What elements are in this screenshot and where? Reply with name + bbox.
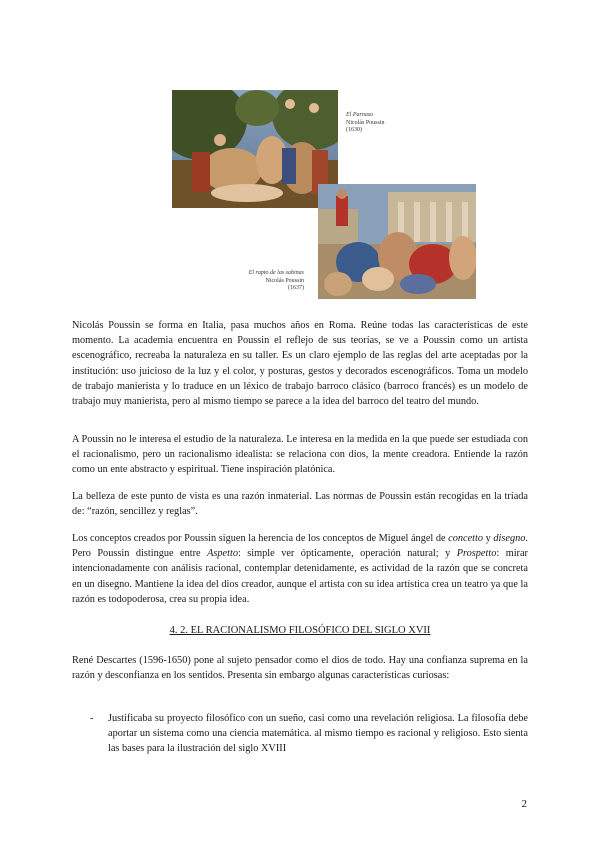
caption-parnaso-author: Nicolás Poussin [346, 119, 385, 126]
caption-parnaso [346, 112, 385, 135]
painting-parnaso [172, 90, 338, 208]
list-bullet: - [90, 713, 94, 724]
paragraph-text: Nicolás Poussin se forma en Italia, pasa muchos años en Roma. Reúne todas las características de este momento. La academia encuentra en Poussin el reflejo de sus teorías, se ve a Poussin como un artista escenográfico, recreaba la naturaleza en su taller. Es un claro ejemplo de las reglas del arte aceptadas por la institución: uso juicioso de la luz y el color, y posturas, gestos y decorados escenográficos. Toma un modelo de trabajo manierista y lo traduce en un léxico de trabajo barroco clásico (barroco francés) es un modelo de trabajo muy manierista, pero al mismo tiempo se parece a la idea del barroco del teatro del mundo. [72, 320, 528, 408]
text-run: y [483, 533, 494, 544]
list-item: Justificaba su proyecto filosófico con un sueño, casi como una revelación religiosa. La filosofía debe aportar un sistema como una ciencia matemática. al mismo tiempo es racional y religioso. Esto sienta las bases para la ilustración del siglo XVIII [108, 713, 528, 755]
text-run: Los conceptos creados por Poussin siguen la herencia de los conceptos de Miguel ángel de [72, 533, 449, 544]
caption-parnaso-title: El Parnaso [346, 112, 374, 118]
parnaso-artwork [172, 90, 338, 208]
term-disegno: disegno [493, 533, 526, 544]
text-run: : simple ver ópticamente, operación natural; y [237, 548, 457, 560]
caption-rapto-sabinas [242, 270, 304, 293]
paragraph-text: René Descartes (1596-1650) pone al sujeto pensador como el dios de todo. Hay una confianza suprema en la razón y desconfianza en los sentidos. Presenta sin embargo algunas características curiosas: [72, 655, 528, 682]
paragraph-text: A Poussin no le interesa el estudio de la naturaleza. Le interesa en la medida en la que puede ser estudiada con el racionalismo, pero un racionalismo idealista: se relaciona con dios, la mente creadora. Entiende la razón como un ente abstracto y espiritual. Tiene inspiración platónica. [72, 434, 528, 476]
paragraph-belleza [72, 489, 528, 519]
caption-parnaso-year: (1630) [346, 127, 362, 133]
painting-rapto-sabinas [318, 184, 476, 299]
paragraph-poussin-intro [72, 318, 528, 409]
caption-rapto-author: Nicolás Poussin [265, 277, 304, 284]
page-number: 2 [521, 798, 527, 810]
paragraph-conceptos [72, 531, 528, 607]
term-prospetto: Prospetto [456, 548, 497, 560]
rapto-artwork [318, 184, 476, 299]
term-concetto: concetto [448, 533, 484, 544]
paragraph-text: La belleza de este punto de vista es una razón inmaterial. Las normas de Poussin están recogidas en la tríada de: “razón, sencillez y reglas”. [72, 491, 528, 518]
caption-rapto-year: (1637) [288, 285, 304, 291]
section-heading: 4. 2. EL RACIONALISMO FILOSÓFICO DEL SIGLO XVII [169, 625, 431, 636]
paragraph-text [72, 531, 528, 607]
term-aspetto: Aspetto [207, 548, 238, 560]
text-run: : mirar intencionadamente con análisis racional, contemplar detenidamente, es actividad de la razón que se concreta en un disegno. Mantiene la idea del dios creador, aunque el artista con su idea artística crea un teatro ya que la razón es todopoderosa, crea su propia idea. [72, 548, 528, 605]
caption-rapto-title: El rapto de las sabinas [248, 270, 304, 276]
paragraph-descartes [72, 653, 528, 683]
paragraph-poussin-naturaleza [72, 432, 528, 478]
text-run: . Pero Poussin distingue entre [72, 533, 528, 560]
